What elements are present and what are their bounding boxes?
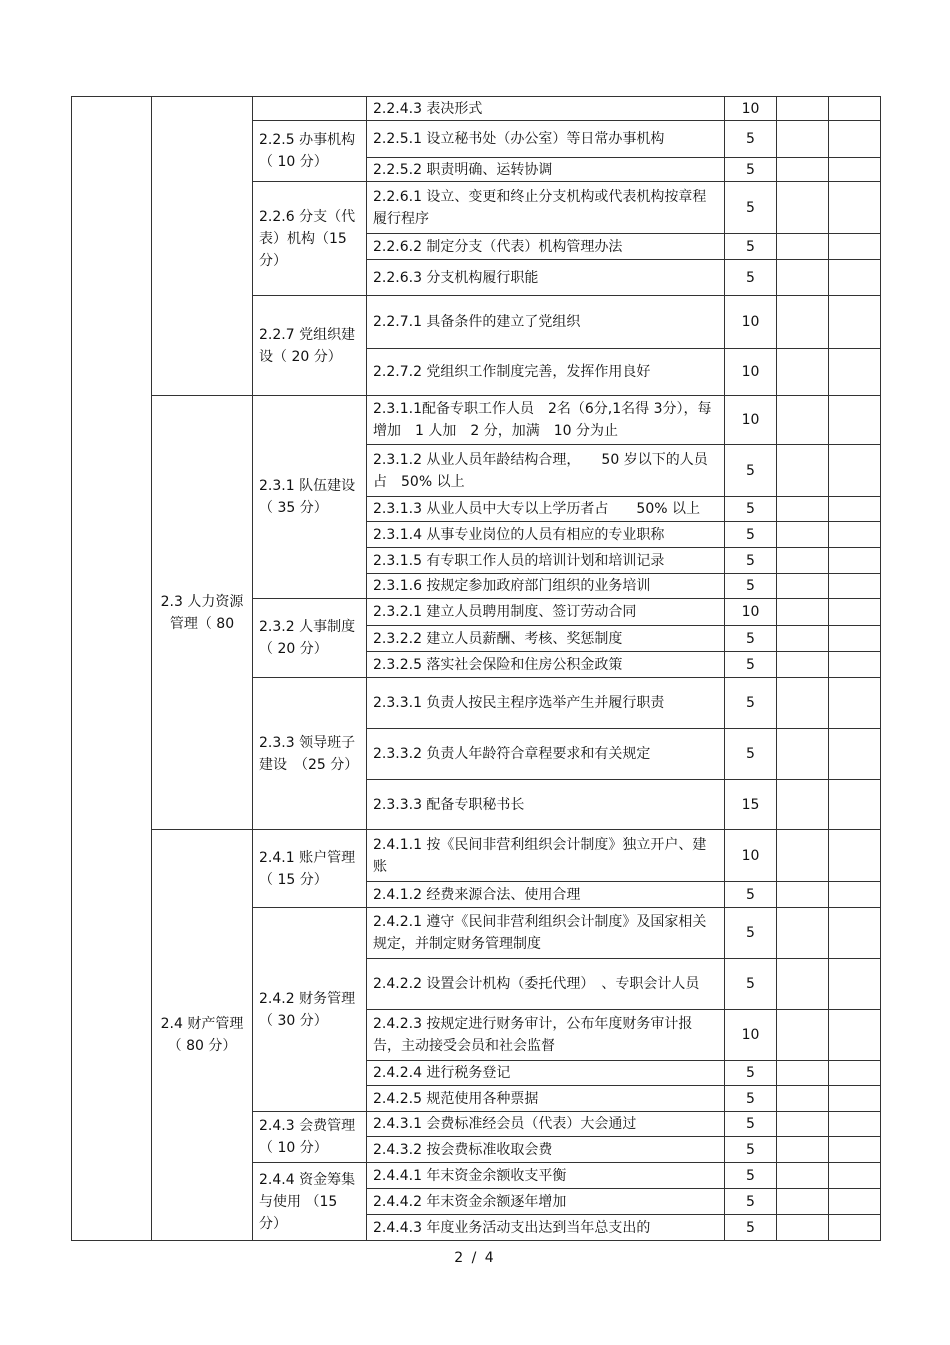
- item-text: 2.3.1.1配备专职工作人员 2名（6分,1名得 3分），每增加 1 人加 2 分，加满 10 分为止: [367, 396, 725, 445]
- score-value: 5: [725, 729, 777, 780]
- self-score-cell[interactable]: [777, 158, 829, 182]
- self-score-cell[interactable]: [777, 729, 829, 780]
- group-label: 2.3.1 队伍建设（ 35 分）: [253, 396, 367, 599]
- item-text: 2.2.7.1 具备条件的建立了党组织: [367, 296, 725, 349]
- item-text: 2.3.2.2 建立人员薪酬、考核、奖惩制度: [367, 626, 725, 652]
- self-score-cell[interactable]: [777, 445, 829, 497]
- self-score-cell[interactable]: [777, 1163, 829, 1189]
- self-score-cell[interactable]: [777, 599, 829, 626]
- review-score-cell[interactable]: [829, 260, 881, 296]
- score-value: 5: [725, 1112, 777, 1137]
- self-score-cell[interactable]: [777, 296, 829, 349]
- self-score-cell[interactable]: [777, 234, 829, 260]
- review-score-cell[interactable]: [829, 882, 881, 908]
- item-text: 2.4.4.1 年末资金余额收支平衡: [367, 1163, 725, 1189]
- self-score-cell[interactable]: [777, 908, 829, 959]
- self-score-cell[interactable]: [777, 396, 829, 445]
- item-text: 2.4.1.2 经费来源合法、使用合理: [367, 882, 725, 908]
- score-value: 10: [725, 1010, 777, 1061]
- review-score-cell[interactable]: [829, 158, 881, 182]
- score-value: 10: [725, 396, 777, 445]
- score-value: 5: [725, 121, 777, 158]
- subcategory-label: 2.3 人力资源管理（ 80: [152, 396, 253, 830]
- self-score-cell[interactable]: [777, 260, 829, 296]
- item-text: 2.4.4.2 年末资金余额逐年增加: [367, 1189, 725, 1215]
- category-cell: [72, 97, 152, 1241]
- item-text: 2.3.2.1 建立人员聘用制度、签订劳动合同: [367, 599, 725, 626]
- item-text: 2.4.2.3 按规定进行财务审计，公布年度财务审计报告，主动接受会员和社会监督: [367, 1010, 725, 1061]
- score-value: 15: [725, 780, 777, 830]
- self-score-cell[interactable]: [777, 1189, 829, 1215]
- review-score-cell[interactable]: [829, 1163, 881, 1189]
- review-score-cell[interactable]: [829, 908, 881, 959]
- self-score-cell[interactable]: [777, 626, 829, 652]
- item-text: 2.4.3.1 会费标准经会员（代表）大会通过: [367, 1112, 725, 1137]
- group-label: 2.2.7 党组织建设（ 20 分）: [253, 296, 367, 396]
- item-text: 2.4.2.1 遵守《民间非营利组织会计制度》及国家相关规定，并制定财务管理制度: [367, 908, 725, 959]
- self-score-cell[interactable]: [777, 652, 829, 678]
- review-score-cell[interactable]: [829, 652, 881, 678]
- item-text: 2.2.5.1 设立秘书处（办公室）等日常办事机构: [367, 121, 725, 158]
- self-score-cell[interactable]: [777, 121, 829, 158]
- score-value: 5: [725, 1137, 777, 1163]
- score-value: 5: [725, 1061, 777, 1086]
- score-value: 5: [725, 959, 777, 1010]
- score-value: 5: [725, 234, 777, 260]
- self-score-cell[interactable]: [777, 574, 829, 599]
- item-text: 2.4.1.1 按《民间非营利组织会计制度》独立开户、建账: [367, 830, 725, 882]
- item-text: 2.4.2.2 设置会计机构（委托代理） 、专职会计人员: [367, 959, 725, 1010]
- item-text: 2.3.2.5 落实社会保险和住房公积金政策: [367, 652, 725, 678]
- review-score-cell[interactable]: [829, 626, 881, 652]
- item-text: 2.2.6.1 设立、变更和终止分支机构或代表机构按章程履行程序: [367, 182, 725, 234]
- group-label: 2.4.3 会费管理（ 10 分）: [253, 1112, 367, 1163]
- group-cell-2-2-4: [253, 97, 367, 121]
- item-text: 2.4.2.5 规范使用各种票据: [367, 1086, 725, 1112]
- item-text: 2.3.1.6 按规定参加政府部门组织的业务培训: [367, 574, 725, 599]
- score-value: 5: [725, 652, 777, 678]
- review-score-cell[interactable]: [829, 1112, 881, 1137]
- item-text: 2.3.1.4 从事专业岗位的人员有相应的专业职称: [367, 522, 725, 548]
- group-label: 2.4.1 账户管理（ 15 分）: [253, 830, 367, 908]
- score-value: 10: [725, 830, 777, 882]
- item-text: 2.3.1.5 有专职工作人员的培训计划和培训记录: [367, 548, 725, 574]
- self-score-cell[interactable]: [777, 1112, 829, 1137]
- subcategory-label: 2.4 财产管理（ 80 分）: [152, 830, 253, 1241]
- self-score-cell[interactable]: [777, 1086, 829, 1112]
- score-value: 5: [725, 574, 777, 599]
- review-score-cell[interactable]: [829, 729, 881, 780]
- self-score-cell[interactable]: [777, 959, 829, 1010]
- review-score-cell[interactable]: [829, 1086, 881, 1112]
- self-score-cell[interactable]: [777, 1137, 829, 1163]
- self-score-cell[interactable]: [777, 522, 829, 548]
- item-text: 2.4.4.3 年度业务活动支出达到当年总支出的: [367, 1215, 725, 1241]
- group-label: 2.3.3 领导班子建设 （25 分）: [253, 678, 367, 830]
- group-label: 2.4.2 财务管理（ 30 分）: [253, 908, 367, 1112]
- self-score-cell[interactable]: [777, 780, 829, 830]
- review-score-cell[interactable]: [829, 234, 881, 260]
- item-text: 2.3.1.2 从业人员年龄结构合理， 50 岁以下的人员占 50% 以上: [367, 445, 725, 497]
- review-score-cell[interactable]: [829, 182, 881, 234]
- review-score-cell[interactable]: [829, 1189, 881, 1215]
- review-score-cell[interactable]: [829, 296, 881, 349]
- review-score-cell[interactable]: [829, 548, 881, 574]
- item-text: 2.3.3.2 负责人年龄符合章程要求和有关规定: [367, 729, 725, 780]
- item-text: 2.3.1.3 从业人员中大专以上学历者占 50% 以上: [367, 497, 725, 522]
- item-text: 2.2.5.2 职责明确、运转协调: [367, 158, 725, 182]
- review-score-cell[interactable]: [829, 522, 881, 548]
- item-text: 2.3.3.3 配备专职秘书长: [367, 780, 725, 830]
- self-score-cell[interactable]: [777, 1010, 829, 1061]
- review-score-cell[interactable]: [829, 830, 881, 882]
- item-text: 2.4.3.2 按会费标准收取会费: [367, 1137, 725, 1163]
- self-score-cell[interactable]: [777, 1215, 829, 1241]
- review-score-cell[interactable]: [829, 959, 881, 1010]
- self-score-cell[interactable]: [777, 497, 829, 522]
- score-value: 5: [725, 548, 777, 574]
- review-score-cell[interactable]: [829, 1010, 881, 1061]
- review-score-cell[interactable]: [829, 97, 881, 121]
- score-value: 5: [725, 1163, 777, 1189]
- review-score-cell[interactable]: [829, 780, 881, 830]
- page-number: 2 / 4: [454, 1250, 496, 1266]
- score-value: 5: [725, 522, 777, 548]
- score-value: 10: [725, 97, 777, 121]
- self-score-cell[interactable]: [777, 548, 829, 574]
- review-score-cell[interactable]: [829, 445, 881, 497]
- group-label: 2.3.2 人事制度（ 20 分）: [253, 599, 367, 678]
- self-score-cell[interactable]: [777, 830, 829, 882]
- review-score-cell[interactable]: [829, 678, 881, 729]
- score-value: 5: [725, 497, 777, 522]
- review-score-cell[interactable]: [829, 349, 881, 396]
- score-value: 5: [725, 1215, 777, 1241]
- item-text: 2.4.2.4 进行税务登记: [367, 1061, 725, 1086]
- group-label: 2.2.6 分支（代表）机构（15分）: [253, 182, 367, 296]
- review-score-cell[interactable]: [829, 1061, 881, 1086]
- score-value: 5: [725, 182, 777, 234]
- review-score-cell[interactable]: [829, 1137, 881, 1163]
- score-value: 5: [725, 626, 777, 652]
- evaluation-table: [71, 96, 881, 1241]
- group-label: 2.2.5 办事机构（ 10 分）: [253, 121, 367, 182]
- subcategory-cell-2-2: [152, 97, 253, 396]
- score-value: 5: [725, 908, 777, 959]
- score-value: 10: [725, 349, 777, 396]
- review-score-cell[interactable]: [829, 497, 881, 522]
- self-score-cell[interactable]: [777, 1061, 829, 1086]
- self-score-cell[interactable]: [777, 349, 829, 396]
- item-text: 2.2.6.2 制定分支（代表）机构管理办法: [367, 234, 725, 260]
- item-text: 2.2.4.3 表决形式: [367, 97, 725, 121]
- score-value: 5: [725, 260, 777, 296]
- score-value: 5: [725, 1086, 777, 1112]
- score-value: 5: [725, 678, 777, 729]
- self-score-cell[interactable]: [777, 882, 829, 908]
- score-value: 5: [725, 882, 777, 908]
- review-score-cell[interactable]: [829, 599, 881, 626]
- review-score-cell[interactable]: [829, 396, 881, 445]
- score-value: 10: [725, 296, 777, 349]
- score-value: 10: [725, 599, 777, 626]
- self-score-cell[interactable]: [777, 678, 829, 729]
- item-text: 2.3.3.1 负责人按民主程序选举产生并履行职责: [367, 678, 725, 729]
- score-value: 5: [725, 158, 777, 182]
- item-text: 2.2.7.2 党组织工作制度完善，发挥作用良好: [367, 349, 725, 396]
- review-score-cell[interactable]: [829, 574, 881, 599]
- score-value: 5: [725, 445, 777, 497]
- item-text: 2.2.6.3 分支机构履行职能: [367, 260, 725, 296]
- self-score-cell[interactable]: [777, 182, 829, 234]
- self-score-cell[interactable]: [777, 97, 829, 121]
- group-label: 2.4.4 资金筹集与使用 （15 分）: [253, 1163, 367, 1241]
- score-value: 5: [725, 1189, 777, 1215]
- review-score-cell[interactable]: [829, 1215, 881, 1241]
- review-score-cell[interactable]: [829, 121, 881, 158]
